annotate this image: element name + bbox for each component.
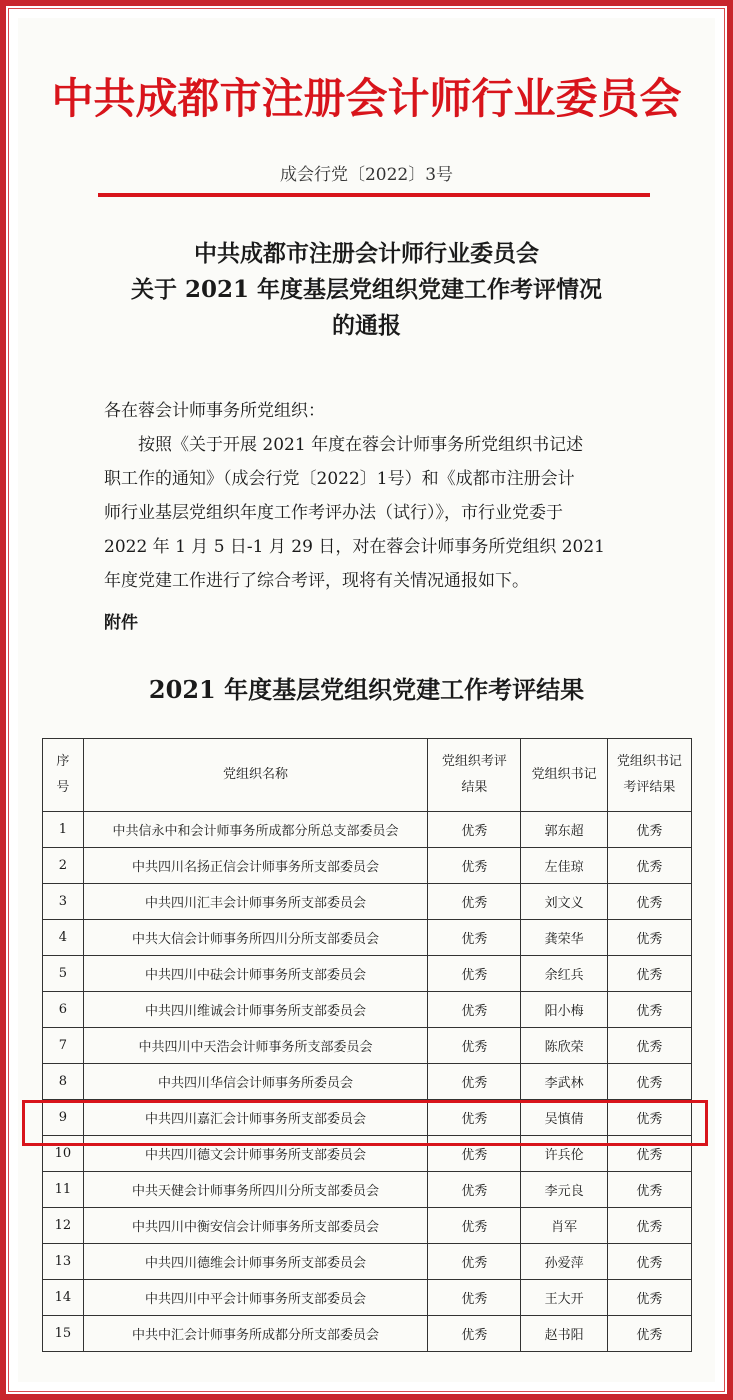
salutation: 各在蓉会计师事务所党组织：	[104, 401, 325, 421]
cell-secretary: 阳小梅	[521, 992, 607, 1028]
table-title: 2021 年度基层党组织党建工作考评结果	[148, 675, 585, 704]
body-line: 按照《关于开展 2021 年度在蓉会计师事务所党组织书记述	[138, 435, 584, 455]
cell-no: 14	[43, 1280, 84, 1316]
cell-sec-eval: 优秀	[607, 884, 691, 920]
table-row	[43, 848, 692, 884]
cell-no: 10	[43, 1136, 84, 1172]
red-divider-line	[98, 193, 650, 197]
cell-sec-eval: 优秀	[607, 956, 691, 992]
cell-org-name: 中共四川中平会计师事务所支部委员会	[83, 1280, 428, 1316]
cell-secretary: 龚荣华	[521, 920, 607, 956]
cell-org-eval: 优秀	[428, 1064, 521, 1100]
table-row	[43, 1208, 692, 1244]
cell-org-eval: 优秀	[428, 1316, 521, 1352]
cell-no: 2	[43, 848, 84, 884]
cell-no: 15	[43, 1316, 84, 1352]
cell-no: 11	[43, 1172, 84, 1208]
cell-secretary: 左佳琼	[521, 848, 607, 884]
cell-secretary: 赵书阳	[521, 1316, 607, 1352]
cell-org-eval: 优秀	[428, 1172, 521, 1208]
cell-no: 6	[43, 992, 84, 1028]
cell-org-eval: 优秀	[428, 920, 521, 956]
cell-no: 5	[43, 956, 84, 992]
cell-org-name: 中共四川嘉汇会计师事务所支部委员会	[83, 1100, 428, 1136]
body-line: 师行业基层党组织年度工作考评办法（试行）》，市行业党委于	[104, 503, 563, 523]
header-no-line: 号	[56, 780, 70, 795]
cell-secretary: 李武林	[521, 1064, 607, 1100]
notice-title-line: 的通报	[332, 312, 401, 339]
table-row	[43, 992, 692, 1028]
cell-org-eval: 优秀	[428, 884, 521, 920]
cell-org-name: 中共四川中天浩会计师事务所支部委员会	[83, 1028, 428, 1064]
cell-sec-eval: 优秀	[607, 1100, 691, 1136]
table-row	[43, 1316, 692, 1352]
cell-sec-eval: 优秀	[607, 848, 691, 884]
cell-org-name: 中共四川华信会计师事务所委员会	[83, 1064, 428, 1100]
cell-sec-eval: 优秀	[607, 992, 691, 1028]
cell-org-eval: 优秀	[428, 1244, 521, 1280]
cell-org-name: 中共中汇会计师事务所成都分所支部委员会	[83, 1316, 428, 1352]
cell-org-eval: 优秀	[428, 848, 521, 884]
cell-org-eval: 优秀	[428, 956, 521, 992]
table-row	[43, 956, 692, 992]
cell-no: 7	[43, 1028, 84, 1064]
table-body	[43, 812, 692, 1352]
table-row	[43, 812, 692, 848]
document-number: 成会行党〔2022〕3号	[279, 165, 454, 185]
cell-org-name: 中共四川德维会计师事务所支部委员会	[83, 1244, 428, 1280]
cell-no: 4	[43, 920, 84, 956]
cell-org-name: 中共信永中和会计师事务所成都分所总支部委员会	[83, 812, 428, 848]
cell-secretary: 孙爱萍	[521, 1244, 607, 1280]
cell-org-name: 中共四川名扬正信会计师事务所支部委员会	[83, 848, 428, 884]
cell-secretary: 郭东超	[521, 812, 607, 848]
cell-no: 1	[43, 812, 84, 848]
cell-secretary: 许兵伦	[521, 1136, 607, 1172]
cell-org-name: 中共四川维诚会计师事务所支部委员会	[83, 992, 428, 1028]
cell-org-name: 中共四川德文会计师事务所支部委员会	[83, 1136, 428, 1172]
cell-org-name: 中共大信会计师事务所四川分所支部委员会	[83, 920, 428, 956]
cell-no: 12	[43, 1208, 84, 1244]
header-name: 党组织名称	[83, 739, 428, 812]
cell-sec-eval: 优秀	[607, 1064, 691, 1100]
attachment-label: 附件	[104, 613, 138, 633]
cell-secretary: 刘文义	[521, 884, 607, 920]
org-header-title: 中共成都市注册会计师行业委员会	[51, 74, 682, 123]
table-header-row	[43, 739, 692, 812]
body-line: 职工作的通知》（成会行党〔2022〕1号）和《成都市注册会计	[104, 469, 575, 489]
cell-org-name: 中共四川中衡安信会计师事务所支部委员会	[83, 1208, 428, 1244]
table-row	[43, 920, 692, 956]
table-row	[43, 1244, 692, 1280]
cell-sec-eval: 优秀	[607, 920, 691, 956]
cell-secretary: 王大开	[521, 1280, 607, 1316]
row-9-highlight-box	[22, 1100, 708, 1146]
table-row	[43, 1028, 692, 1064]
table-row	[43, 1172, 692, 1208]
document-page	[18, 18, 715, 1382]
header-eval-line: 结果	[461, 780, 488, 795]
cell-org-name: 中共四川中砝会计师事务所支部委员会	[83, 956, 428, 992]
table-row	[43, 1064, 692, 1100]
cell-secretary: 吴慎倩	[521, 1100, 607, 1136]
notice-title-line: 中共成都市注册会计师行业委员会	[194, 240, 539, 267]
cell-org-name: 中共四川汇丰会计师事务所支部委员会	[83, 884, 428, 920]
cell-sec-eval: 优秀	[607, 1280, 691, 1316]
cell-org-eval: 优秀	[428, 1280, 521, 1316]
cell-no: 8	[43, 1064, 84, 1100]
cell-sec-eval: 优秀	[607, 1316, 691, 1352]
cell-secretary: 李元良	[521, 1172, 607, 1208]
notice-title-line: 关于 2021 年度基层党组织党建工作考评情况	[130, 276, 603, 303]
cell-org-eval: 优秀	[428, 1136, 521, 1172]
cell-org-name: 中共天健会计师事务所四川分所支部委员会	[83, 1172, 428, 1208]
cell-no: 13	[43, 1244, 84, 1280]
cell-sec-eval: 优秀	[607, 812, 691, 848]
table-row	[43, 1280, 692, 1316]
cell-sec-eval: 优秀	[607, 1244, 691, 1280]
header-sec-eval	[607, 739, 691, 812]
header-no-line: 序	[56, 754, 70, 769]
header-no	[43, 739, 84, 812]
cell-secretary: 余红兵	[521, 956, 607, 992]
cell-org-eval: 优秀	[428, 812, 521, 848]
cell-org-eval: 优秀	[428, 992, 521, 1028]
cell-org-eval: 优秀	[428, 1100, 521, 1136]
notice-title	[18, 236, 715, 344]
cell-secretary: 肖军	[521, 1208, 607, 1244]
cell-sec-eval: 优秀	[607, 1208, 691, 1244]
cell-sec-eval: 优秀	[607, 1028, 691, 1064]
results-table	[42, 738, 692, 1352]
header-eval-line: 党组织考评	[441, 754, 507, 769]
body-line: 年度党建工作进行了综合考评，现将有关情况通报如下。	[104, 571, 529, 591]
notice-body	[104, 428, 644, 598]
body-line: 2022 年 1 月 5 日-1 月 29 日，对在蓉会计师事务所党组织 2021	[104, 537, 605, 557]
cell-no: 3	[43, 884, 84, 920]
cell-org-eval: 优秀	[428, 1028, 521, 1064]
cell-org-eval: 优秀	[428, 1208, 521, 1244]
cell-no: 9	[43, 1100, 84, 1136]
cell-secretary: 陈欣荣	[521, 1028, 607, 1064]
header-sec-eval-line: 考评结果	[623, 780, 676, 795]
table-row	[43, 884, 692, 920]
cell-sec-eval: 优秀	[607, 1172, 691, 1208]
cell-sec-eval: 优秀	[607, 1136, 691, 1172]
header-eval	[428, 739, 521, 812]
header-sec-eval-line: 党组织书记	[616, 754, 682, 769]
header-secretary: 党组织书记	[521, 739, 607, 812]
